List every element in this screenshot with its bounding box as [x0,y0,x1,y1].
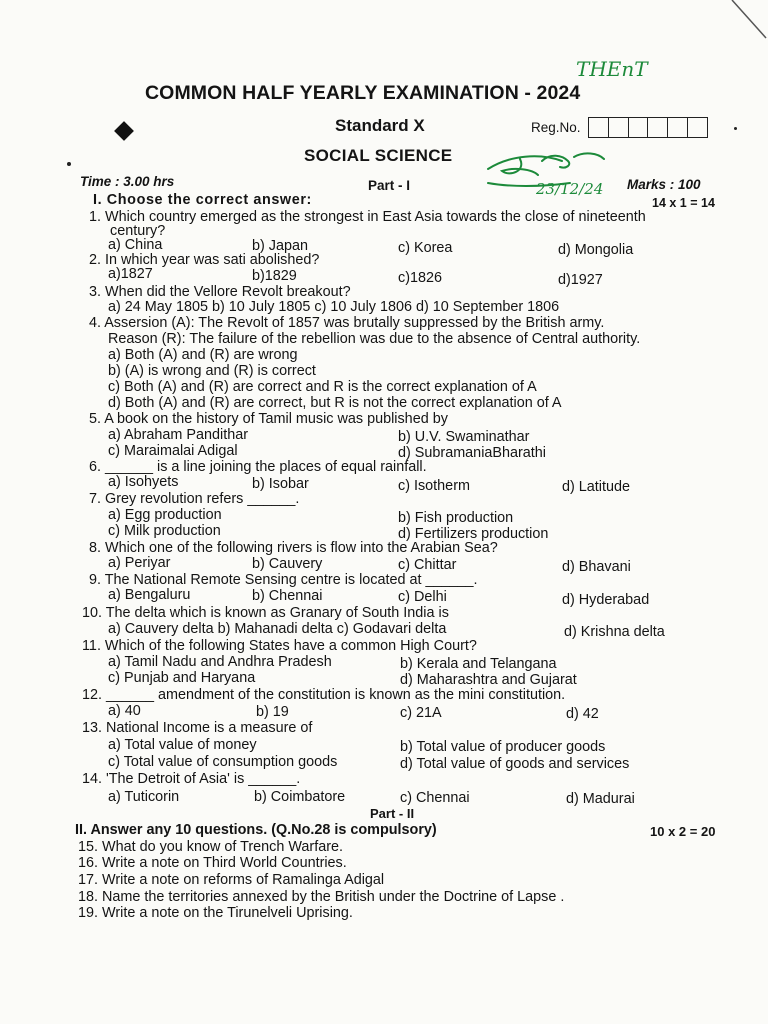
part1-line: 7. Grey revolution refers ______. [89,491,300,507]
part1-line: b) Coimbatore [254,789,346,805]
part1-line: b) (A) is wrong and (R) is correct [108,363,316,379]
part1-line: d) Hyderabad [562,592,650,608]
part1-line: a) Egg production [108,507,222,523]
part2-line: 17. Write a note on reforms of Ramalinga Adigal [78,872,385,888]
part1-line: a) Tuticorin [108,789,180,805]
part1-line: b) Isobar [252,476,309,492]
stray-dot [734,127,737,130]
part1-line: 12. ______ amendment of the constitution is known as the mini constitution. [82,687,566,703]
page-corner-fold-icon [728,0,768,40]
part1-line: c) Delhi [398,589,447,605]
part1-line: a) Cauvery delta b) Mahanadi delta c) Godavari delta [108,621,447,637]
time-label: Time : 3.00 hrs [80,174,175,189]
part1-line: c) Milk production [108,523,221,539]
part1-line: d) SubramaniaBharathi [398,445,546,461]
reg-no-boxes[interactable] [588,117,708,138]
part1-line: d) Both (A) and (R) are correct, but R is not the correct explanation of A [108,395,562,411]
part1-line: d) Fertilizers production [398,526,549,542]
part1-line: b)1829 [252,268,297,284]
part1-line: d) Bhavani [562,559,631,575]
part1-line: b) Kerala and Telangana [400,656,557,672]
marks-label: Marks : 100 [627,177,701,192]
part1-line: 8. Which one of the following rivers is flow into the Arabian Sea? [89,540,498,556]
subject-title: SOCIAL SCIENCE [304,146,453,165]
part1-line: a) 40 [108,703,141,719]
part1-line: b) Japan [252,238,309,254]
part1-label: Part - I [368,178,411,193]
part1-line: c) Maraimalai Adigal [108,443,238,459]
part1-line: a) Bengaluru [108,587,191,603]
stray-dot [67,162,71,166]
part2-line: 18. Name the territories annexed by the British under the Doctrine of Lapse . [78,889,565,905]
part1-line: d)1927 [558,272,603,288]
part1-line: 4. Assersion (A): The Revolt of 1857 was brutally suppressed by the British army. [89,315,605,331]
part1-line: d) Latitude [562,479,631,495]
part1-line: c) Punjab and Haryana [108,670,256,686]
part1-line: b) Fish production [398,510,514,526]
part1-line: a) China [108,237,163,253]
part1-line: Reason (R): The failure of the rebellion was due to the absence of Central authority. [108,331,641,347]
part1-line: c) Chennai [400,790,470,806]
part1-line: d) 42 [566,706,599,722]
part1-line: 6. ______ is a line joining the places of equal rainfall. [89,459,427,475]
part1-line: a) 24 May 1805 b) 10 July 1805 c) 10 July 1806 d) 10 September 1806 [108,299,560,315]
part1-line: a) Total value of money [108,737,257,753]
part1-line: a) Abraham Pandithar [108,427,248,443]
part1-line: d) Madurai [566,791,635,807]
part1-line: b) U.V. Swaminathar [398,429,530,445]
part2-marks: 10 x 2 = 20 [650,824,716,839]
part1-line: a) Tamil Nadu and Andhra Pradesh [108,654,332,670]
part1-heading: I. Choose the correct answer: [93,192,312,208]
part1-line: 5. A book on the history of Tamil music was published by [89,411,448,427]
part1-line: b) 19 [256,704,289,720]
part1-line: b) Total value of producer goods [400,739,606,755]
part1-line: c) Total value of consumption goods [108,754,338,770]
part1-line: b) Cauvery [252,556,323,572]
part2-line: 19. Write a note on the Tirunelveli Uprising. [78,905,353,921]
part1-line: a) Both (A) and (R) are wrong [108,347,298,363]
part1-line: c) Korea [398,240,453,256]
part1-line: century? [110,223,166,239]
part1-line: b) Chennai [252,588,323,604]
diamond-bullet-icon [114,121,134,141]
part1-line: c) 21A [400,705,442,721]
part2-heading: II. Answer any 10 questions. (Q.No.28 is compulsory) [75,822,437,838]
part1-line: a) Periyar [108,555,171,571]
part1-line: 9. The National Remote Sensing centre is located at ______. [89,572,478,588]
part1-line: 1. Which country emerged as the strongest in East Asia towards the close of nineteenth [89,209,646,225]
part1-line: c) Isotherm [398,478,470,494]
handwritten-annotation-top: THEnT [576,57,648,81]
part1-line: 10. The delta which is known as Granary of South India is [82,605,449,621]
part1-line: 13. National Income is a measure of [82,720,313,736]
part1-line: a)1827 [108,266,153,282]
part1-line: 3. When did the Vellore Revolt breakout? [89,284,351,300]
part1-line: c) Both (A) and (R) are correct and R is the correct explanation of A [108,379,537,395]
part1-line: 2. In which year was sati abolished? [89,252,320,268]
part1-line: 14. 'The Detroit of Asia' is ______. [82,771,301,787]
part2-line: 15. What do you know of Trench Warfare. [78,839,344,855]
part1-line: c)1826 [398,270,443,286]
part1-line: d) Krishna delta [564,624,665,640]
part1-line: 11. Which of the following States have a common High Court? [82,638,477,654]
exam-title: COMMON HALF YEARLY EXAMINATION - 2024 [145,82,581,104]
part2-line: 16. Write a note on Third World Countries. [78,855,347,871]
standard-label: Standard X [335,116,425,135]
part1-line: d) Mongolia [558,242,634,258]
reg-no-label: Reg.No. [531,120,581,135]
handwritten-date: 23/12/24 [536,180,604,198]
part2-label: Part - II [370,806,415,821]
part1-line: a) Isohyets [108,474,179,490]
part1-marks: 14 x 1 = 14 [652,196,715,210]
part1-line: c) Chittar [398,557,457,573]
part1-line: d) Total value of goods and services [400,756,630,772]
part1-line: d) Maharashtra and Gujarat [400,672,577,688]
